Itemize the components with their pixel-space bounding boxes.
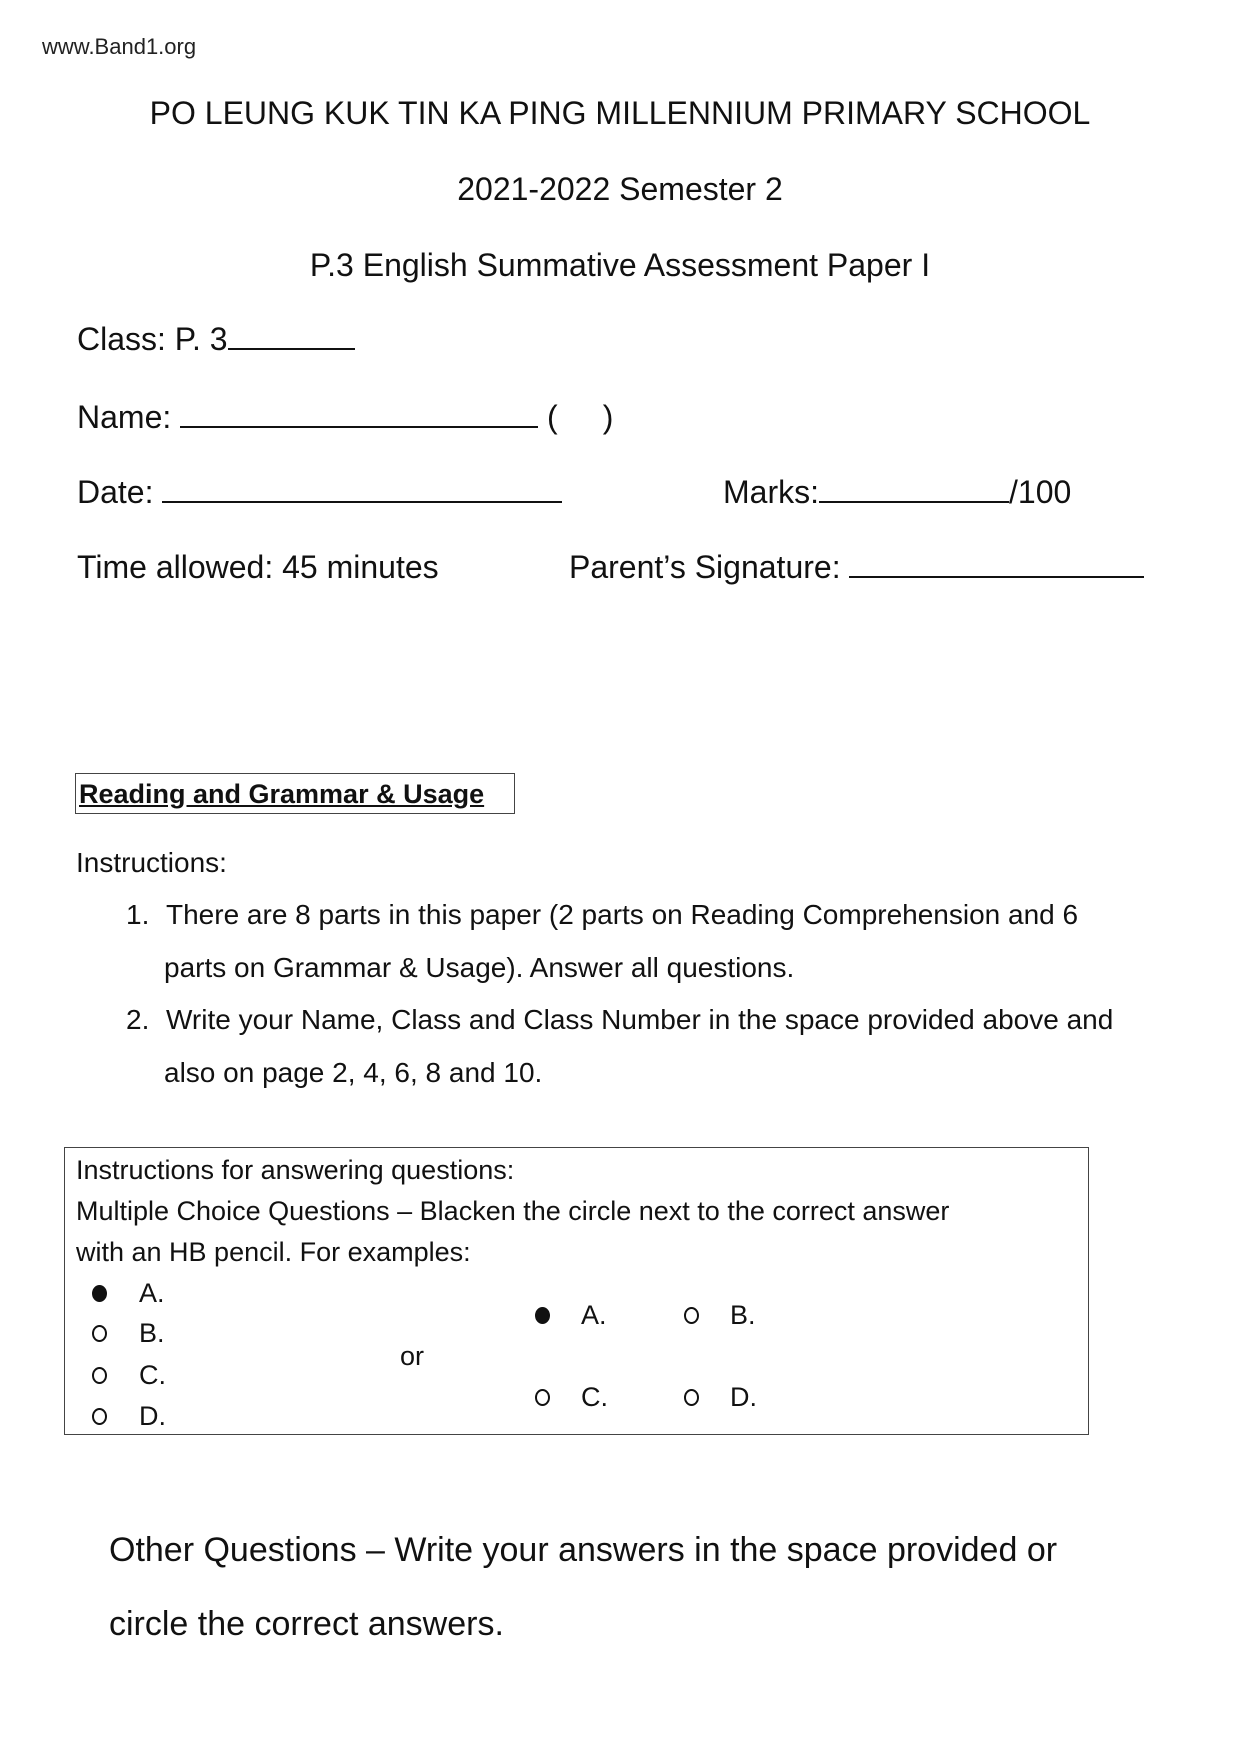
signature-label: Parent’s Signature: — [569, 549, 841, 585]
example-grid-b: B. — [730, 1300, 756, 1330]
empty-circle-icon — [684, 1389, 699, 1406]
empty-circle-icon — [92, 1367, 107, 1384]
instruction-2-line2: also on page 2, 4, 6, 8 and 10. — [164, 1057, 543, 1088]
instruction-1-number: 1. — [126, 899, 150, 930]
answer-box-line1: Multiple Choice Questions – Blacken the circle next to the correct answer — [76, 1196, 950, 1226]
date-label: Date: — [77, 474, 154, 510]
filled-circle-icon — [535, 1307, 550, 1324]
school-name: PO LEUNG KUK TIN KA PING MILLENNIUM PRIMARY SCHOOL — [149, 95, 1091, 131]
marks-blank[interactable] — [819, 497, 1009, 503]
example-vertical-b: B. — [139, 1318, 165, 1348]
class-label: Class: P. 3 — [77, 321, 228, 357]
name-blank[interactable] — [180, 422, 538, 428]
marks-field[interactable] — [723, 476, 1071, 508]
section-title: Reading and Grammar & Usage — [79, 779, 485, 809]
answer-instructions-box — [64, 1147, 1089, 1435]
example-vertical-c: C. — [139, 1360, 166, 1390]
or-label: or — [400, 1341, 425, 1371]
empty-circle-icon — [92, 1408, 107, 1425]
example-grid-a: A. — [581, 1300, 607, 1330]
answer-box-heading: Instructions for answering questions: — [76, 1155, 515, 1185]
class-number-open: ( — [547, 399, 558, 435]
marks-total: /100 — [1009, 474, 1072, 510]
class-field[interactable] — [77, 323, 355, 355]
example-vertical-a: A. — [139, 1278, 165, 1308]
paper-title: P.3 English Summative Assessment Paper I — [309, 247, 931, 283]
time-allowed: Time allowed: 45 minutes — [77, 549, 439, 585]
example-vertical-d: D. — [139, 1401, 166, 1431]
other-questions-line1: Other Questions – Write your answers in the space provided or — [109, 1531, 1058, 1569]
answer-box-line2: with an HB pencil. For examples: — [76, 1237, 471, 1267]
empty-circle-icon — [92, 1325, 107, 1342]
semester: 2021-2022 Semester 2 — [457, 171, 783, 207]
signature-blank[interactable] — [849, 572, 1144, 578]
empty-circle-icon — [684, 1307, 699, 1324]
signature-field[interactable] — [569, 551, 1144, 583]
name-label: Name: — [77, 399, 172, 435]
instruction-1-line1: There are 8 parts in this paper (2 parts on Reading Comprehension and 6 — [166, 899, 1079, 930]
example-grid-d: D. — [730, 1382, 757, 1412]
instruction-2-number: 2. — [126, 1004, 150, 1035]
class-blank[interactable] — [228, 344, 355, 350]
example-grid-c: C. — [581, 1382, 608, 1412]
marks-label: Marks: — [723, 474, 819, 510]
class-number-close: ) — [602, 399, 614, 435]
name-field[interactable] — [77, 401, 613, 433]
instructions-heading: Instructions: — [76, 847, 227, 878]
section-title-box — [75, 773, 515, 814]
empty-circle-icon — [535, 1389, 550, 1406]
instruction-1-line2: parts on Grammar & Usage). Answer all questions. — [164, 952, 795, 983]
other-questions-line2: circle the correct answers. — [109, 1605, 504, 1643]
date-field[interactable] — [77, 476, 562, 508]
filled-circle-icon — [92, 1285, 107, 1302]
date-blank[interactable] — [162, 497, 562, 503]
watermark: www.Band1.org — [42, 34, 197, 59]
instruction-2-line1: Write your Name, Class and Class Number in the space provided above and — [166, 1004, 1114, 1035]
